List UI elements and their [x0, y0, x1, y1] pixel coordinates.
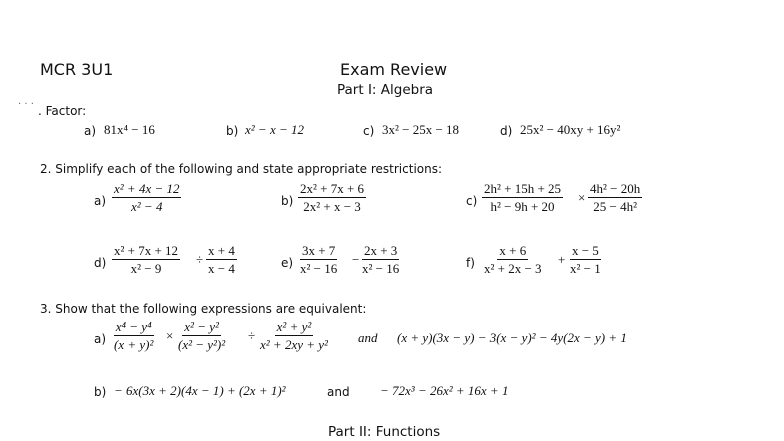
q2c-operator: × [578, 190, 586, 205]
q2c-numerator-1: 2h² + 15h + 25 [484, 181, 562, 196]
q2a-numerator: x² + 4x − 12 [114, 181, 180, 196]
q3a-denominator-3: x² + 2xy + y² [260, 337, 328, 352]
q3a-fraction-1 [112, 320, 155, 351]
q2b-fraction [298, 182, 366, 213]
q1c-letter: c) [363, 124, 375, 138]
q2f-numerator-2: x − 5 [571, 243, 599, 258]
q2b-numerator: 2x² + 7x + 6 [300, 181, 365, 196]
page-title: Exam Review [340, 60, 448, 79]
q2c-letter: c) [466, 194, 478, 208]
q2c-fraction-2 [588, 182, 642, 213]
q1d-expr: 25x² − 40xy + 16y² [520, 122, 621, 137]
q2d-letter: d) [94, 256, 107, 270]
q2e-letter: e) [281, 256, 294, 270]
q3a-rhs: (x + y)(3x − y) − 3(x − y)² − 4y(2x − y) + 1 [397, 330, 627, 345]
q2c-denominator-2: 25 − 4h² [593, 199, 637, 214]
q1b-letter: b) [226, 124, 239, 138]
q1a-expr: 81x⁴ − 16 [104, 122, 155, 137]
q2e-denominator-1: x² − 16 [300, 261, 338, 276]
q2c-denominator-1: h² − 9h + 20 [490, 199, 555, 214]
q2d-fraction-1 [112, 244, 180, 275]
q2c-fraction-1 [482, 182, 563, 213]
q2a-denominator: x² − 4 [131, 199, 163, 214]
q3b-rhs: − 72x³ − 26x² + 16x + 1 [380, 383, 509, 398]
part2-title: Part II: Functions [328, 424, 441, 440]
q3a-operator-2: ÷ [248, 328, 256, 343]
q2e-fraction-2 [360, 244, 401, 275]
q2d-numerator-1: x² + 7x + 12 [114, 243, 179, 258]
q2e-denominator-2: x² − 16 [362, 261, 400, 276]
q2d-denominator-2: x − 4 [208, 261, 235, 276]
q2f-numerator-1: x + 6 [499, 243, 527, 258]
q3b-lhs: − 6x(3x + 2)(4x − 1) + (2x + 1)² [114, 383, 286, 398]
q2e-numerator-1: 3x + 7 [301, 243, 336, 258]
q2d-numerator-2: x + 4 [208, 243, 235, 258]
q3a-numerator-2: x² − y² [184, 319, 219, 334]
q3a-letter: a) [94, 332, 107, 346]
q3-label: 3. Show that the following expressions are equivalent: [40, 302, 367, 316]
q3a-and: and [358, 330, 378, 345]
q3b-and: and [327, 385, 350, 399]
q2f-fraction-1 [482, 244, 544, 275]
q2f-denominator-1: x² + 2x − 3 [484, 261, 542, 276]
q1a-letter: a) [84, 124, 97, 138]
q2d-denominator-1: x² − 9 [130, 261, 162, 276]
q3a-denominator-1: (x + y)² [114, 337, 154, 352]
q2e-fraction-1 [298, 244, 339, 275]
q3a-fraction-2 [176, 320, 227, 351]
q1c-expr: 3x² − 25x − 18 [382, 122, 460, 137]
course-code: MCR 3U1 [40, 60, 114, 79]
q3a-numerator-3: x² + y² [276, 319, 312, 334]
q1d-letter: d) [500, 124, 513, 138]
q2f-operator: + [558, 252, 566, 267]
part1-title: Part I: Algebra [337, 82, 434, 98]
q2e-numerator-2: 2x + 3 [363, 243, 398, 258]
q2e-operator: − [352, 252, 360, 267]
q2d-fraction-2 [206, 244, 237, 275]
q2c-numerator-2: 4h² − 20h [590, 181, 641, 196]
q2d-operator: ÷ [196, 252, 204, 267]
q2f-letter: f) [466, 256, 475, 270]
q3a-fraction-3 [258, 320, 330, 351]
q2b-letter: b) [281, 194, 294, 208]
q1b-expr: x² − x − 12 [245, 122, 304, 137]
q3a-operator-1: × [166, 328, 174, 343]
q1-number-mark: . . . [18, 96, 34, 107]
q2-label: 2. Simplify each of the following and state appropriate restrictions: [40, 162, 443, 176]
q2a-fraction [112, 182, 181, 213]
q2a-letter: a) [94, 194, 107, 208]
q2b-denominator: 2x² + x − 3 [303, 199, 361, 214]
q1-label: . Factor: [38, 104, 87, 118]
q2f-fraction-2 [568, 244, 603, 275]
q2f-denominator-2: x² − 1 [570, 261, 601, 276]
q3b-letter: b) [94, 385, 107, 399]
q3a-numerator-1: x⁴ − y⁴ [115, 319, 152, 334]
q3a-denominator-2: (x² − y²)² [178, 337, 226, 352]
